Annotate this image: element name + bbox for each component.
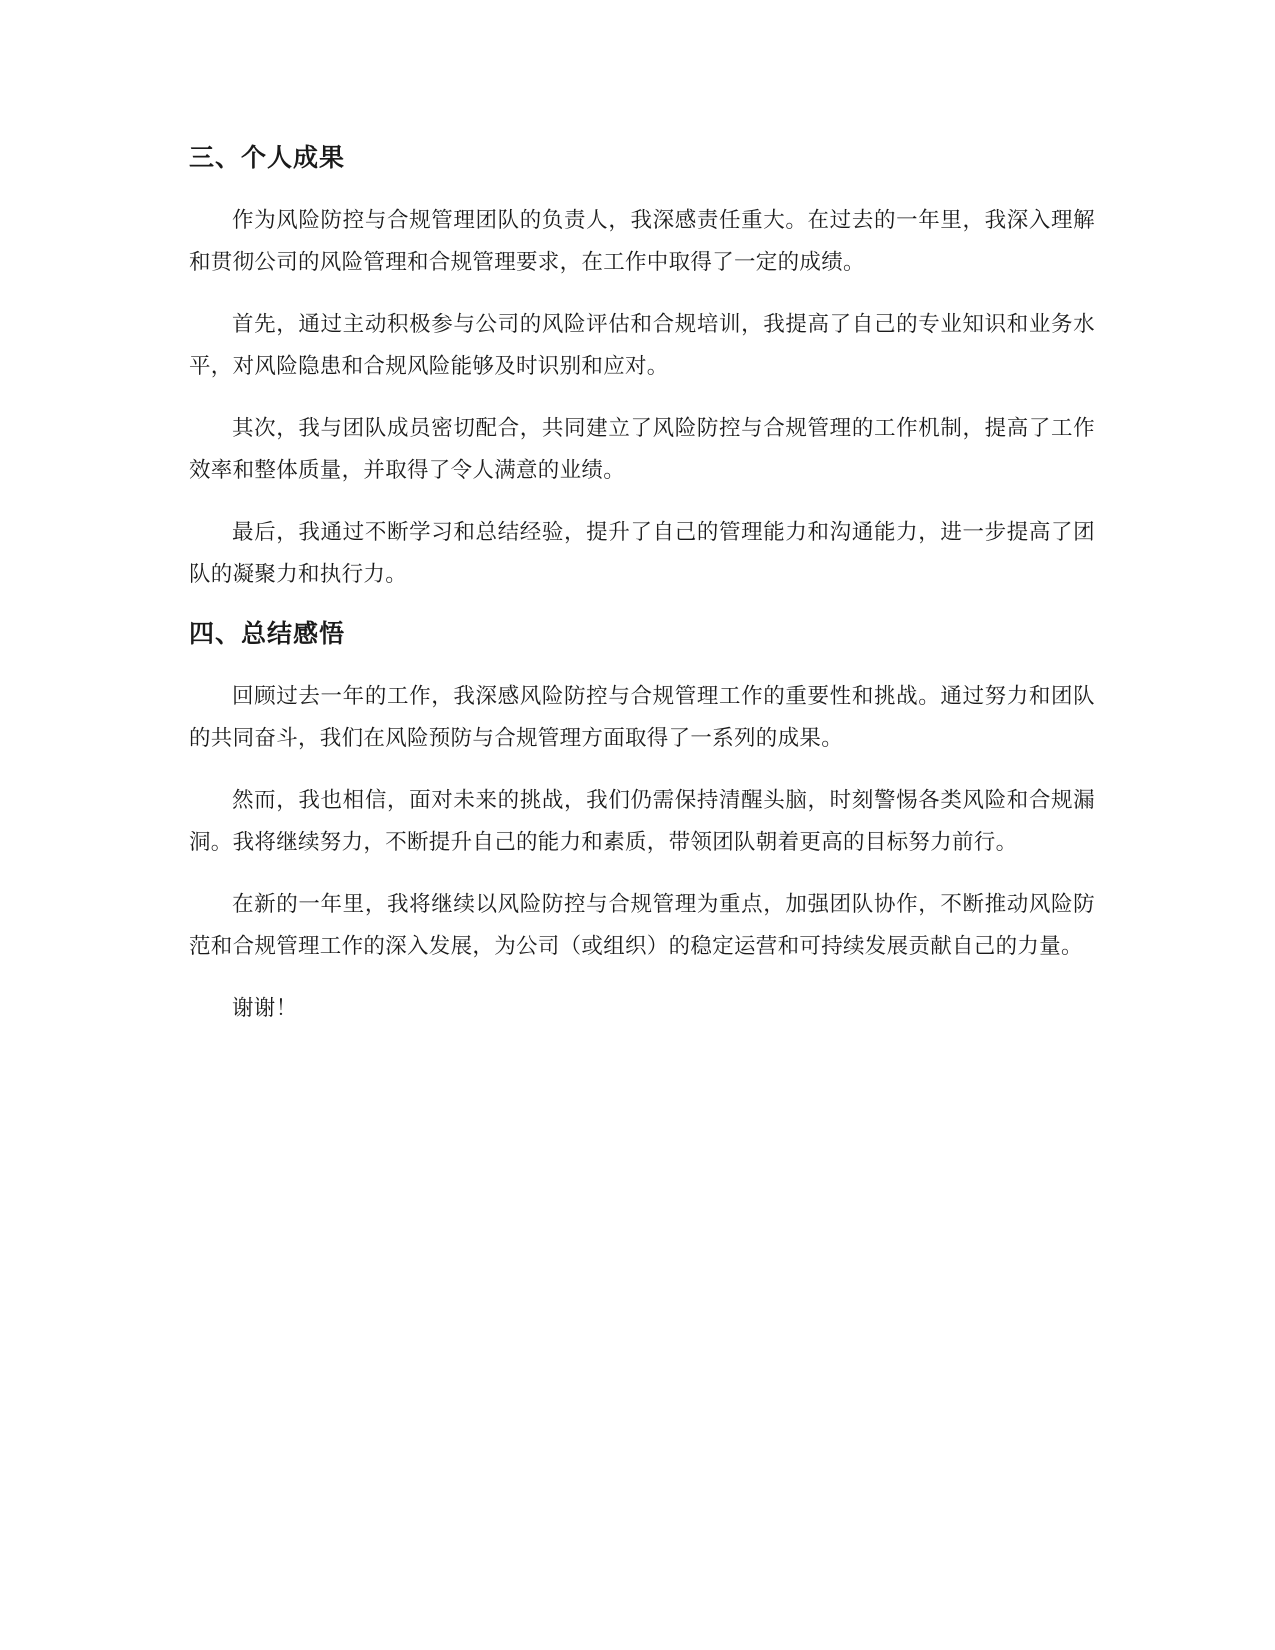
- paragraph: 首先，通过主动积极参与公司的风险评估和合规培训，我提高了自己的专业知识和业务水平，对风险隐患和合规风险能够及时识别和应对。: [189, 312, 1095, 379]
- paragraph: 作为风险防控与合规管理团队的负责人，我深感责任重大。在过去的一年里，我深入理解和贯彻公司的风险管理和合规管理要求，在工作中取得了一定的成绩。: [189, 208, 1095, 275]
- section-heading: 三、个人成果: [189, 143, 346, 172]
- section-summary-reflections: [189, 616, 1095, 1030]
- paragraph: 在新的一年里，我将继续以风险防控与合规管理为重点，加强团队协作，不断推动风险防范和合规管理工作的深入发展，为公司（或组织）的稳定运营和可持续发展贡献自己的力量。: [189, 892, 1095, 959]
- paragraph: 回顾过去一年的工作，我深感风险防控与合规管理工作的重要性和挑战。通过努力和团队的共同奋斗，我们在风险预防与合规管理方面取得了一系列的成果。: [189, 684, 1095, 751]
- document-page: [189, 140, 1095, 1050]
- closing-thanks: 谢谢！: [232, 996, 298, 1021]
- paragraph: 其次，我与团队成员密切配合，共同建立了风险防控与合规管理的工作机制，提高了工作效率和整体质量，并取得了令人满意的业绩。: [189, 416, 1095, 483]
- section-personal-achievements: [189, 140, 1095, 596]
- section-heading: 四、总结感悟: [189, 619, 346, 648]
- paragraph: 然而，我也相信，面对未来的挑战，我们仍需保持清醒头脑，时刻警惕各类风险和合规漏洞。我将继续努力，不断提升自己的能力和素质，带领团队朝着更高的目标努力前行。: [189, 788, 1095, 855]
- paragraph: 最后，我通过不断学习和总结经验，提升了自己的管理能力和沟通能力，进一步提高了团队的凝聚力和执行力。: [189, 520, 1095, 587]
